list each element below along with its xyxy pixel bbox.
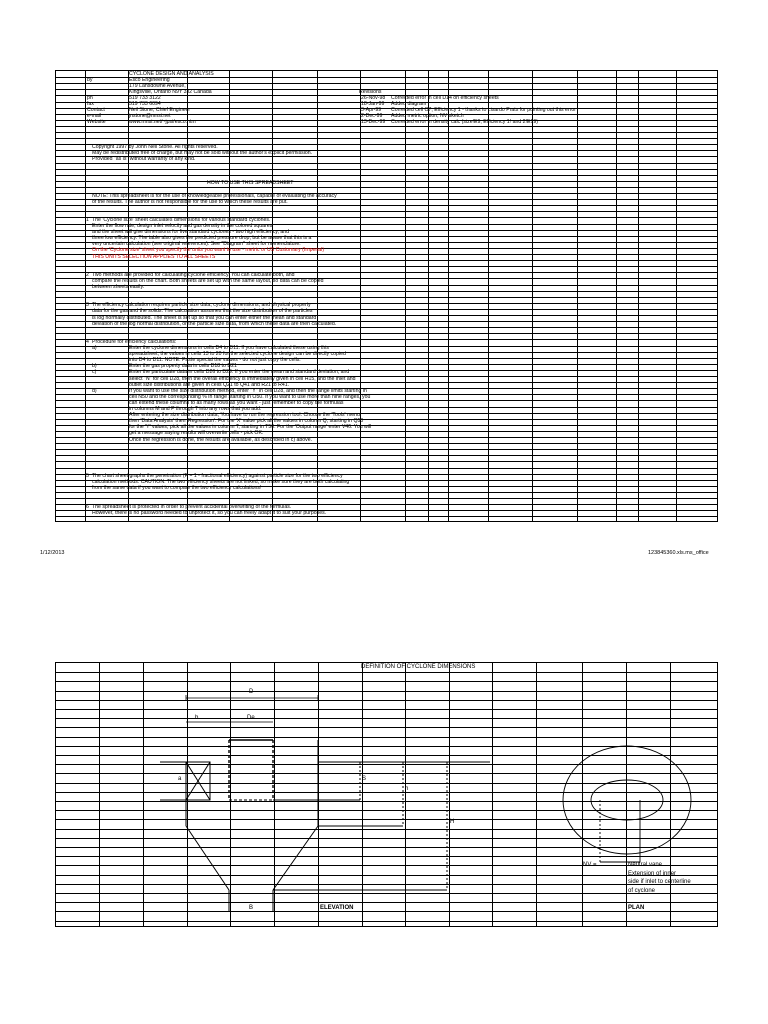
step-letter: d) (92, 387, 97, 394)
step-line: Once the regression is done, the results are available, as described in c) above. (129, 436, 313, 443)
note-line: of the results. The author is not responsible for the use to which these results are put. (92, 198, 288, 205)
revision-text: Corrected error in density calc (size!E9, Efficiency 1! and 2!E19) (391, 119, 538, 126)
contact-value: 179 Lansdowne Avenue, (129, 82, 186, 89)
revision-text: Corrected cell O7, Efficiency 1 - thanks to Lisardo Prats for pointing out this error (391, 107, 577, 114)
revision-text: Added diagram (391, 101, 427, 107)
sheet-title: CYCLONE DESIGN AND ANALYSIS (129, 70, 214, 77)
step-line: cell N50 and the corresponding % in range starting in O50. If you want to use more than nine ranges, you (129, 393, 371, 400)
item6-line: The spreadsheet is protected in order to prevent accidental overwriting of the formulas. (92, 503, 292, 510)
item1-line: three low efficiency. The table also gives the predicted pressure drop, but be aware that this is a (92, 235, 312, 242)
contact-label: ph (87, 94, 93, 101)
note-line: NOTE: This spreadsheet is for the use of knowledgeable professionals, capable of evaluating the accuracy (92, 192, 337, 199)
item2-line: between sheets easily. (92, 284, 145, 290)
label-h-large: H (450, 819, 455, 825)
item1-line: The 'Cyclone size' sheet calculates dimensions for various standard cyclones. (92, 216, 271, 223)
footer-filename: 123845360.xls.ms_office (648, 550, 709, 556)
contact-label: e-mail (87, 113, 102, 120)
howto-heading: HOW TO USE THIS SPREADSHEET (207, 180, 294, 187)
item4-heading: Procedure for efficiency calculations: (92, 338, 177, 345)
step-line: get a message saying results will overwrite cells - pick OK. (129, 430, 264, 437)
contact-label: fax (87, 101, 94, 107)
cyclone-plan-outline (563, 746, 691, 862)
revision-date: 26-Nov-98 (361, 94, 386, 101)
item3-line: data for the gas and the solids. The calculation assumes that the size distribution of the particles (92, 308, 313, 315)
item2-line: compare the results on the chart. Both sheets are set up with the same layout, so data can be copied (92, 277, 324, 284)
item1-line: and the sheet will give dimensions for five standard cyclones - two high efficiency, and (92, 229, 290, 236)
item6-line: However, there is no password needed to unprotect it, so you can freely adapt it to suit your purposes. (92, 509, 327, 516)
item-number: 2 (86, 271, 89, 278)
label-d: D (249, 689, 254, 695)
step-line: can extend these columns to as many rows as you want - just remember to copy the formulas (129, 399, 344, 406)
step-line: outlet size distributions are given in cells Q21 to Q41 and R21 to R41. (129, 381, 290, 388)
nv-definition-line-1: Neutral vane (628, 862, 663, 868)
step-line: Enter the gas property data in cells D18 to D21 (129, 363, 237, 370)
footer-date: 1/12/2013 (40, 550, 65, 556)
copyright-line: May be redistributed free of charge, but may not be sold without the author's explicit permission. (92, 149, 313, 156)
diagram-title: DEFINITION OF CYCLONE DIMENSIONS (361, 664, 476, 670)
item5-line: The chart sheet graphs the penetration (P = 1 - fractional efficiency) against particle size for the two efficiency (92, 473, 343, 480)
cyclone-elevation-outline (160, 740, 490, 912)
label-b: b (195, 715, 199, 721)
item-number: 3 (86, 302, 89, 309)
item1-red-line: THIS UNITS SELECTION APPLIES TO ALL SHEETS (92, 253, 216, 260)
contact-value: Esco Engineering (129, 76, 170, 83)
item-number: 6 (86, 503, 89, 510)
revision-text: Corrected error in cell D14 on efficiency sheets (391, 94, 499, 101)
label-s: S (362, 776, 367, 782)
contact-label: Contact (87, 107, 105, 114)
item3-line: The efficiency calculation requires particle size data, cyclone dimensions, and physical property (92, 302, 311, 309)
contact-label: by (87, 76, 93, 83)
step-line: in columns M and P through T into any rows that you add. (129, 406, 262, 412)
contact-value: 519 733 3122 (129, 94, 161, 101)
step-line: If you want to use the size distribution method, enter "Y" in cell D28, and then the range limits starting in (129, 387, 367, 394)
nv-definition-line-2: Extension of inner (628, 871, 677, 877)
step-line: into D4 to D11. NOTE: Paste special the values - do not just copy the cells. (129, 357, 301, 364)
revision-date: 2-Dec-99 (361, 113, 383, 120)
contact-value: www.mnsi.net/~jpsi/esco.htm (129, 119, 196, 126)
item-number: 1 (86, 216, 89, 223)
item-number: 4 (86, 338, 89, 345)
step-line: spreadsheet, the values in cells 13 to 20 for the selected cyclone design can be directly copied (129, 351, 346, 358)
copyright-line: Copyright 1997 by John Neil Stone. All rights reserved. (92, 143, 218, 150)
label-h-small: h (405, 786, 409, 792)
item1-line: very uncertain calculation (see original references). See "Diagram" sheet for nomenclature. (92, 241, 301, 248)
item1-line: Enter the flow rate, design inlet velocity and gas density in the colored squares (92, 223, 273, 229)
nv-definition-line-3: side if inlet to centerline (628, 879, 691, 885)
step-line: Enter the cyclone dimensions in cells D4 to D11. If you have calculated these using this (129, 345, 330, 351)
revisions-label: Revisions (359, 88, 382, 95)
item2-line: Two methods are provided for calculating cyclone efficiency. You can calculate both, and (92, 271, 295, 278)
copyright-line: Provided "as is" without warranty of any kind. (92, 155, 196, 162)
step-line: select "N" for cell D28, then the overall efficiency is immediately given in cell H15, and the inlet and (129, 375, 356, 382)
step-letter: a) (92, 345, 97, 351)
revision-date: 18-Jan-99 (361, 101, 385, 107)
nv-definition-line-4: of cyclone (628, 888, 656, 894)
contact-value: jnstone@mnsi.net (129, 113, 171, 120)
label-a: a (178, 776, 182, 782)
item5-line: calculation methods. CAUTION: The two efficiency sheets are not linked, so make sure they are both calculating (92, 479, 350, 486)
item5-line: from the same data if you want to compare the two efficiency calculations! (92, 485, 262, 492)
item-number: 5 (86, 473, 89, 480)
label-nv: NV = (583, 862, 597, 868)
contact-value: Neil Stone, Chief Engineer (129, 107, 191, 114)
label-plan: PLAN (628, 905, 645, 911)
label-de: De (247, 715, 255, 721)
step-letter: b) (92, 363, 97, 370)
contact-value: Kingsville, Ontario N9Y 3J2 Canada (129, 88, 212, 95)
step-line: for the 'Y' values, pick all the values in column T, starting in T50. For the 'Output range' enter V46. You will (129, 424, 372, 431)
label-b-outlet: B (249, 905, 254, 911)
step-line: Enter the particulate data in cells D26 to D29. If you enter the mean and standard deviation, and (129, 369, 350, 376)
step-letter: c) (92, 369, 97, 376)
step-line: After entering the size distribution data, You have to run the regression tool. Choose the 'Tools' menu (129, 412, 360, 419)
revision-date: 3-Apr-99 (361, 107, 382, 114)
item1-red-line: On the 'Cyclone size' sheet you specify the units you want to use - metric or US Customary (Imperial) (92, 247, 325, 254)
item3-line: is log normally distributed. The sheet is set up so that you can enter either the mean and standard (92, 314, 317, 321)
revision-date: 13-Dec-99 (361, 119, 386, 126)
contact-value: 519 733 6094 (129, 101, 161, 107)
step-line: then 'Data Analysis' then 'Regression'. For the 'X' value pick all the values in column Q, starting in Q50 (129, 418, 364, 425)
item3-line: deviation of the log normal distribution, or the particle size data, from which these data are then calculated. (92, 320, 337, 327)
contact-label: Website (87, 119, 106, 126)
label-elevation: ELEVATION (320, 905, 354, 911)
revision-text: Added metric option, NV sketch (391, 113, 464, 120)
